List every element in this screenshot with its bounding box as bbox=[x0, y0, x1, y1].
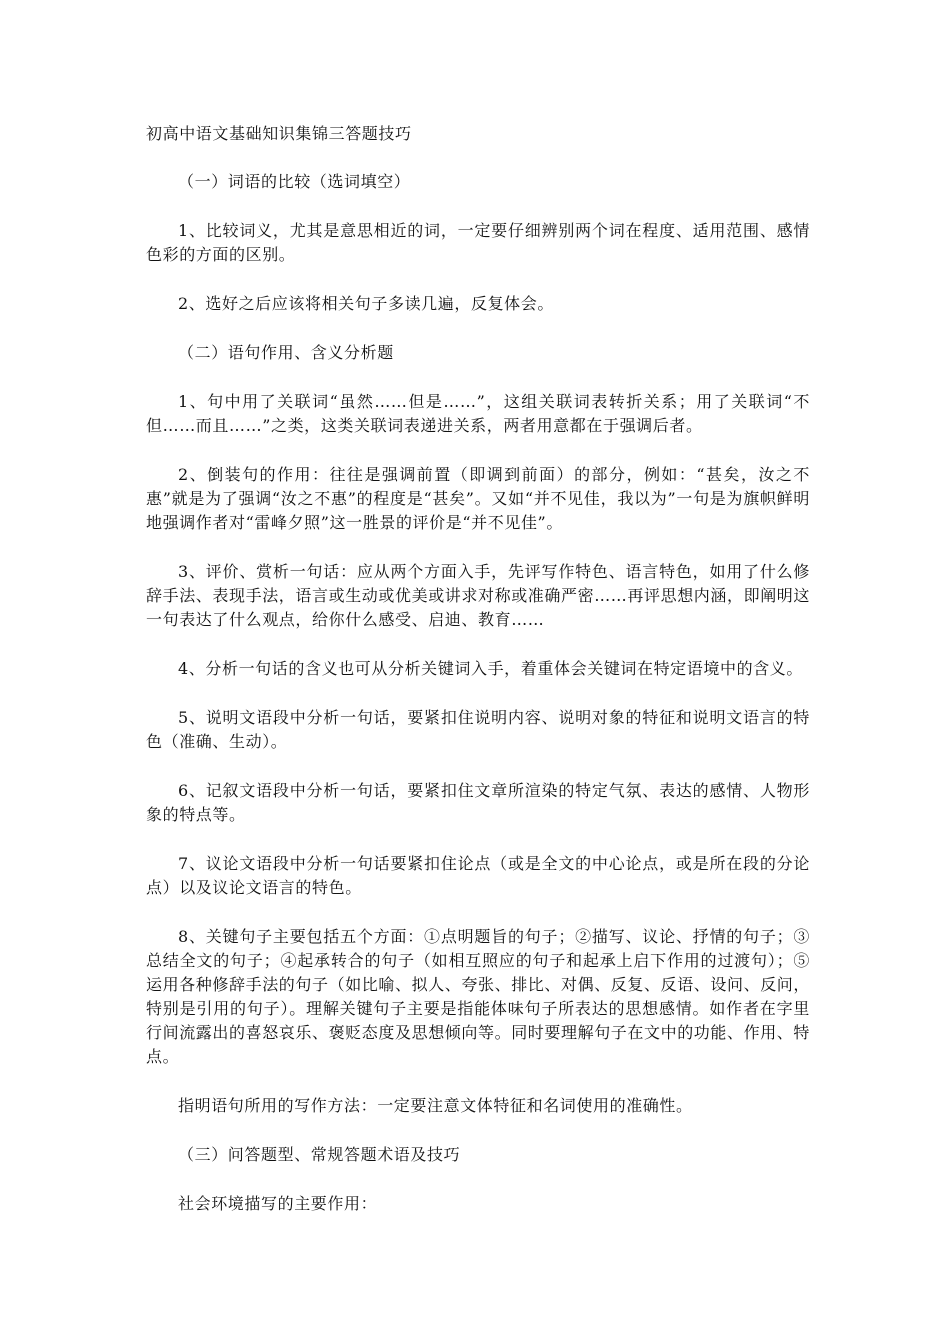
paragraph: 2、倒装句的作用：往往是强调前置（即调到前面）的部分，例如：“甚矣，汝之不惠”就是为了强调“汝之不惠”的程度是“甚矣”。又如“并不见佳，我以为”一句是为旗帜鲜明地强调作者对“雷峰夕照”这一胜景的评价是“并不见佳”。 bbox=[146, 465, 810, 532]
document-title: 初高中语文基础知识集锦三答题技巧 bbox=[146, 124, 412, 143]
section-heading-2: （二）语句作用、含义分析题 bbox=[178, 343, 394, 362]
paragraph: 1、比较词义，尤其是意思相近的词，一定要仔细辨别两个词在程度、适用范围、感情色彩的方面的区别。 bbox=[146, 221, 810, 264]
section-heading-3: （三）问答题型、常规答题术语及技巧 bbox=[178, 1145, 461, 1164]
paragraph: 1、句中用了关联词“虽然……但是……”，这组关联词表转折关系；用了关联词“不但……而且……”之类，这类关联词表递进关系，两者用意都在于强调后者。 bbox=[146, 392, 810, 435]
paragraph: 5、说明文语段中分析一句话，要紧扣住说明内容、说明对象的特征和说明文语言的特色（准确、生动）。 bbox=[146, 708, 810, 751]
section-heading-1: （一）词语的比较（选词填空） bbox=[178, 172, 411, 191]
paragraph: 4、分析一句话的含义也可从分析关键词入手，着重体会关键词在特定语境中的含义。 bbox=[178, 659, 803, 678]
paragraph: 2、选好之后应该将相关句子多读几遍，反复体会。 bbox=[178, 294, 554, 313]
paragraph: 指明语句所用的写作方法：一定要注意文体特征和名词使用的准确性。 bbox=[178, 1096, 693, 1115]
document-body bbox=[146, 122, 810, 1241]
paragraph: 8、关键句子主要包括五个方面：①点明题旨的句子；②描写、议论、抒情的句子；③总结全文的句子；④起承转合的句子（如相互照应的句子和起承上启下作用的过渡句）；⑤运用各种修辞手法的句子（如比喻、拟人、夸张、排比、对偶、反复、反语、设问、反问，特别是引用的句子）。理解关键句子主要是指能体味句子所表达的思想感情。如作者在字里行间流露出的喜怒哀乐、褒贬态度及思想倾向等。同时要理解句子在文中的功能、作用、特点。 bbox=[146, 927, 811, 1066]
paragraph: 社会环境描写的主要作用： bbox=[178, 1194, 378, 1213]
paragraph: 7、议论文语段中分析一句话要紧扣住论点（或是全文的中心论点，或是所在段的分论点）以及议论文语言的特色。 bbox=[146, 854, 810, 897]
paragraph: 3、评价、赏析一句话：应从两个方面入手，先评写作特色、语言特色，如用了什么修辞手法、表现手法，语言或生动或优美或讲求对称或准确严密……再评思想内涵，即阐明这一句表达了什么观点，给你什么感受、启迪、教育…… bbox=[146, 562, 811, 629]
paragraph: 6、记叙文语段中分析一句话，要紧扣住文章所渲染的特定气氛、表达的感情、人物形象的特点等。 bbox=[146, 781, 810, 824]
